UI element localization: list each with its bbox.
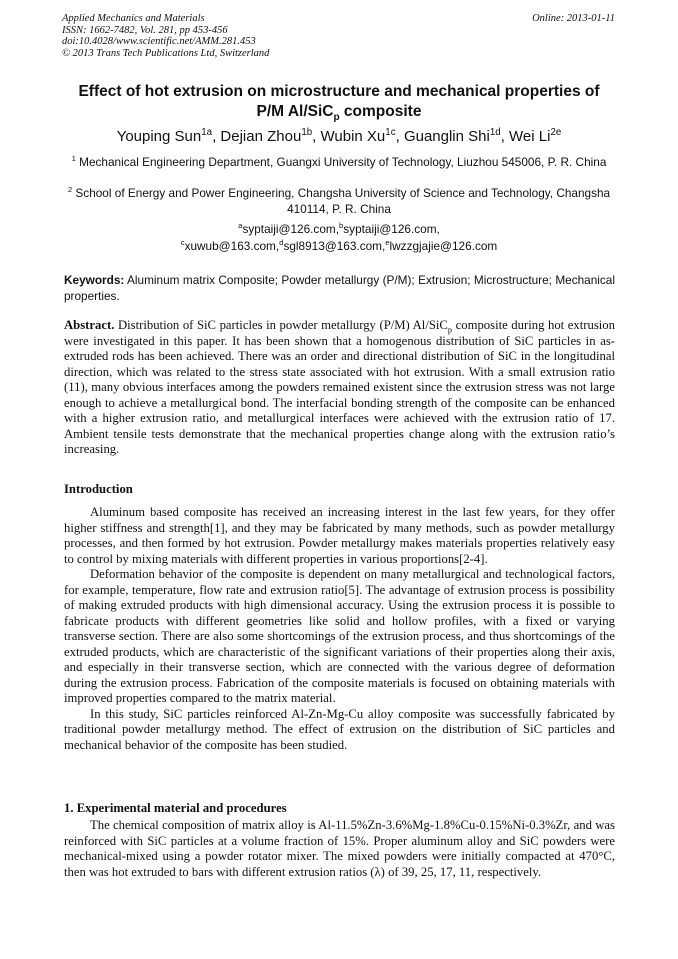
copyright-line: © 2013 Trans Tech Publications Ltd, Switzerland bbox=[62, 47, 270, 59]
author: Wei $Li^{2e}$ bbox=[509, 127, 562, 145]
paper-title bbox=[40, 82, 638, 122]
online-date: Online: 2013-01-11 bbox=[532, 13, 615, 24]
affiliation-1: $^1$ Mechanical Engineering Department, Guangxi University of Technology, Liuzhou 545006, P. R. China bbox=[71, 154, 607, 169]
journal-header bbox=[62, 13, 269, 59]
author-list bbox=[40, 128, 638, 146]
affiliation-2: $^2$ School of Energy and Power Engineering, Changsha University of Science and Technology, Changsha 410114, P. R. China bbox=[67, 185, 611, 216]
title-line-1: Effect of hot extrusion on microstructure and mechanical properties of bbox=[78, 83, 600, 100]
journal-name: Applied Mechanics and Materials bbox=[62, 13, 205, 24]
author: Youping Sun$^{1a}$, bbox=[116, 127, 221, 145]
paragraph: Aluminum based composite has received an increasing interest in the last few years, for they offer higher stiffness and strength[1], and they may be fabricated by many methods, such as powder metallurgy processes, and then formed by hot extrusion. Powder metallurgy makes materials properties relatively easy to control by mixing materials with different properties in various proportions[2-4]. bbox=[64, 505, 615, 566]
email-line-2: $^c$xuwub@163.com,$^d$sgl8913@163.com,$^e$lwzzgjajie@126.com bbox=[180, 237, 498, 253]
email-link[interactable]: lwzzgjajie@126.com bbox=[389, 238, 498, 253]
email-link[interactable]: xuwub@163.com, bbox=[184, 238, 280, 253]
doi-line: doi:10.4028/www.scientific.net/AMM.281.453 bbox=[62, 36, 256, 47]
section-1-body bbox=[64, 818, 615, 880]
email-link[interactable]: sgl8913@163.com, bbox=[283, 238, 386, 253]
email-link[interactable]: syptaiji@126.com, bbox=[242, 222, 339, 236]
title-line-2: P/M Al/SiC$_p$ composite bbox=[256, 103, 422, 124]
author: Dejian Zhou$^{1b}$, bbox=[220, 127, 321, 145]
keywords-label: Keywords: bbox=[64, 273, 125, 287]
author: Guanglin Shi$^{1d}$, bbox=[403, 127, 510, 145]
author-emails bbox=[40, 221, 638, 254]
section-1-heading: 1. Experimental material and procedures bbox=[64, 801, 287, 815]
abstract-label: Abstract. bbox=[64, 318, 115, 332]
issn-line: ISSN: 1662-7482, Vol. 281, pp 453-456 bbox=[62, 24, 228, 36]
abstract: Abstract. Distribution of SiC particles in powder metallurgy (P/M) Al/SiC$_p$ composite during hot extrusion were investigated in this paper. It has been shown that a homogenous distribution of SiC particles in as-extruded rods has been achieved. There was an order and directional distribution of SiC in the longitudinal direction, which was related to the stress state associated with hot extrusion. With a small extrusion ratio (11), many obvious interfaces among the powders remained existent since the extrusion stress was not large enough to achieve a metallurgical bond. The interfacial bonding strength of the composite can be enhanced with a higher extrusion ratio, and metallurgical interfaces were achieved with the extrusion ratio of 17. Ambient tensile tests demonstrate that the mechanical properties change along with the extrusion ratio’s increasing. bbox=[64, 318, 615, 456]
introduction-heading: Introduction bbox=[64, 482, 133, 496]
paragraph: The chemical composition of matrix alloy is Al-11.5%Zn-3.6%Mg-1.8%Cu-0.15%Ni-0.3%Zr, and was reinforced with SiC particles at a volume fraction of 15%. Proper aluminum alloy and SiC powders were mechanical-mixed using a powder rotator mixer. The mixed powders were initially compacted at 470°C, then was hot extruded to bars with different extrusion ratios (λ) of 39, 25, 17, 11, respectively. bbox=[64, 818, 615, 879]
email-line-1: $^a$syptaiji@126.com,$^b$syptaiji@126.com, bbox=[238, 221, 440, 236]
email-link[interactable]: syptaiji@126.com, bbox=[343, 222, 440, 236]
paragraph: In this study, SiC particles reinforced Al-Zn-Mg-Cu alloy composite was successfully fabricated by traditional powder metallurgy method. The effect of extrusion on the distribution of SiC particles and mechanical behavior of the composite has been studied. bbox=[64, 706, 615, 752]
paragraph: Deformation behavior of the composite is dependent on many metallurgical and technological factors, for example, temperature, flow rate and extrusion ratio[5]. The advantage of extrusion process is possibility of making extruded products with high dimensional accuracy. Using the extrusion process it is possible to fabricate products with different geometries like solid and hollow profiles, with a fixed or varying transverse section. There are also some shortcomings of the extrusion process, and thus shortcomings of the extruded products, which are characteristic of the significant variations of their properties along their axis, and especially in their transverse section, which are connected with the various degree of deformation during the extrusion process. Fabrication of the composite materials is focused on obtaining materials with improved properties compared to the matrix material. bbox=[64, 567, 615, 705]
introduction-body bbox=[64, 505, 615, 753]
author: Wubin $Xu^{1c}$, bbox=[320, 127, 404, 145]
keywords bbox=[64, 272, 615, 304]
keywords-text: Aluminum matrix Composite; Powder metallurgy (P/M); Extrusion; Microstructure; Mechanical properties. bbox=[64, 273, 615, 303]
